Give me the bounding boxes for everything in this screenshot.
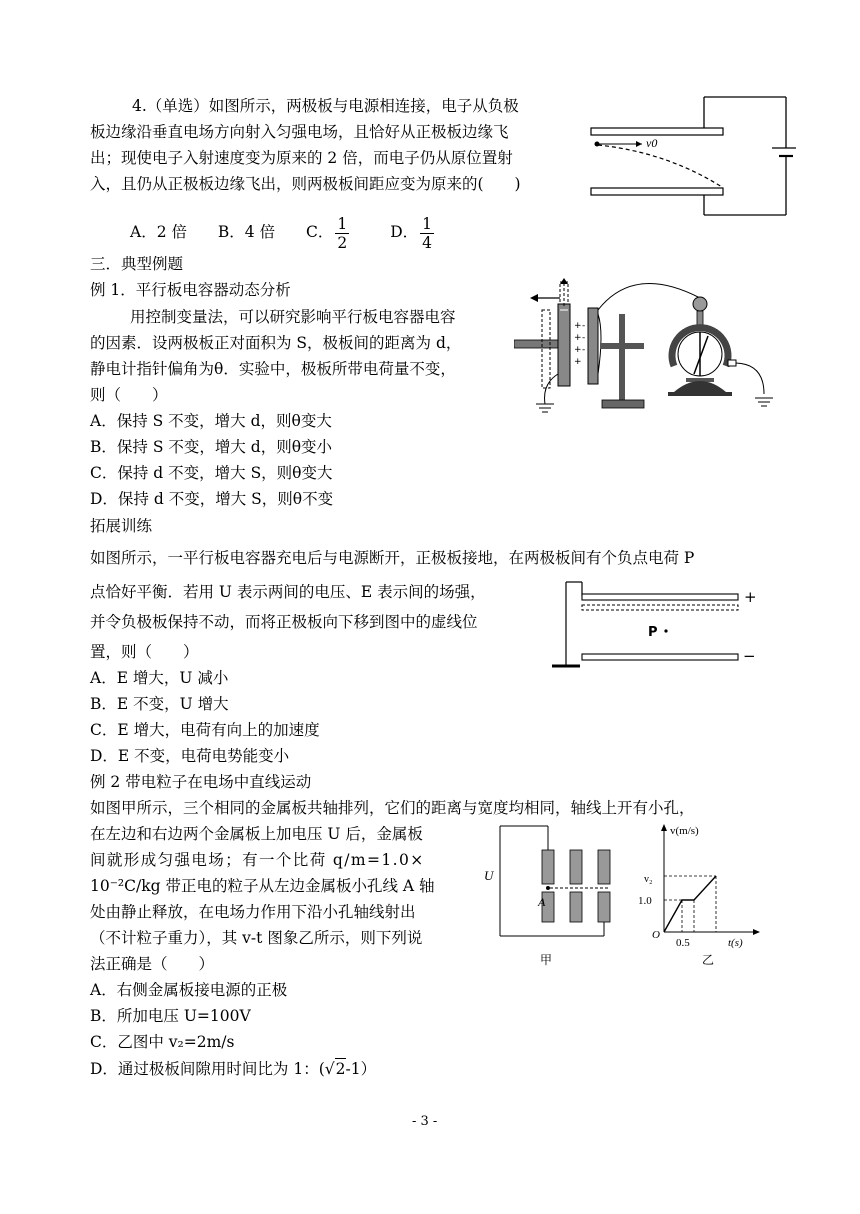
graph-vt-curve: [664, 876, 716, 932]
q4-option-d-label: D．: [390, 223, 419, 241]
extension-option-b: B．E 不变，U 增大: [90, 695, 229, 713]
ex2-line-4: 10⁻²C/kg 带正电的粒子从左边金属板小孔线 A 轴: [90, 877, 435, 895]
svg-text:+: +: [574, 345, 582, 355]
graph-origin-label: O: [652, 929, 660, 941]
q4-plates-figure: [586, 92, 796, 220]
ex1-title: 例 1．平行板电容器动态分析: [90, 281, 291, 299]
ex1-option-c: C．保持 d 不变，增大 S，则θ变大: [90, 464, 333, 482]
extension-capacitor-figure: [540, 578, 766, 674]
ex2-option-b: B．所加电压 U=100V: [90, 1007, 251, 1025]
graph-0.5-label: 0.5: [676, 937, 690, 949]
q4-option-a: A．2 倍: [130, 223, 187, 241]
ex2-option-d-suffix: -1）: [345, 1060, 377, 1078]
extension-line-2: 点恰好平衡．若用 U 表示两间的电压、E 表示间的场强，: [90, 583, 486, 601]
ex1-capacitor-figure: [514, 274, 780, 424]
ex2-title: 例 2 带电粒子在电场中直线运动: [90, 773, 312, 791]
extension-charge-point: [664, 629, 667, 632]
q4-options: [130, 212, 436, 252]
ex1-option-b: B．保持 S 不变，增大 d，则θ变小: [90, 438, 333, 456]
page-number: - 3 -: [412, 1114, 438, 1129]
svg-text:+: +: [574, 321, 582, 331]
graph-t-axis-label: t(s): [728, 937, 743, 949]
q4-option-c-numerator: 1: [337, 214, 348, 233]
q4-option-d-denominator: 4: [422, 233, 433, 252]
extension-plus-label: +: [744, 588, 757, 606]
ex2-line-3: 间就形成匀强电场；有一个比荷 q/m=1.0×: [90, 851, 425, 869]
q4-option-d-numerator: 1: [422, 214, 433, 233]
ex2-figure-jia: [480, 820, 620, 968]
ex2-figure-yi-vt-graph: [634, 820, 766, 968]
ex2-option-d-radicand: 2: [335, 1060, 346, 1078]
extension-line-1: 如图所示，一平行板电容器充电后与电源断开，正极板接地，在两极板间有个负点电荷 P: [90, 549, 695, 567]
svg-text:-: -: [582, 333, 586, 343]
ex2-option-c: C．乙图中 v₂=2m/s: [90, 1033, 235, 1051]
extension-title: 拓展训练: [90, 517, 153, 535]
graph-1.0-label: 1.0: [638, 895, 652, 907]
q4-line-2: 板边缘沿垂直电场方向射入匀强电场，且恰好从正极板边缘飞: [90, 123, 509, 141]
ex1-line-3: 静电计指针偏角为θ．实验中，极板所带电荷量不变，: [90, 360, 456, 378]
svg-text:-: -: [582, 345, 586, 355]
ex2-line-6: （不计粒子重力），其 v-t 图象乙所示，则下列说: [90, 929, 423, 947]
q4-v0-label: v0: [646, 136, 658, 150]
q4-option-d-fraction: [420, 215, 434, 252]
ex2-line-7: 法正确是（ ）: [90, 955, 215, 973]
q4-option-d: [390, 212, 436, 252]
svg-text:+: +: [574, 333, 582, 343]
q4-line-4: 入，且仍从正极板边缘飞出，则两极板间距应变为原来的( ): [90, 175, 521, 193]
extension-charge-p-label: P: [648, 625, 658, 640]
extension-option-a: A．E 增大，U 减小: [90, 669, 229, 687]
ex2-figure-jia-caption: 甲: [540, 953, 553, 967]
ex2-figure-yi-caption: 乙: [702, 953, 715, 967]
ex2-line-5: 处由静止释放，在电场力作用下沿小孔轴线射出: [90, 903, 416, 921]
extension-line-4: 置，则（ ）: [90, 643, 199, 661]
q4-option-c-denominator: 2: [337, 233, 348, 252]
graph-v-axis-label: v(m/s): [670, 825, 699, 837]
q4-option-c: [306, 212, 351, 252]
q4-option-c-label: C．: [306, 223, 334, 241]
ex2-voltage-label: U: [484, 868, 494, 883]
q4-option-c-fraction: [335, 215, 349, 252]
ex2-option-d: [90, 1058, 376, 1079]
ex2-point-a-label: A: [538, 895, 546, 909]
extension-option-c: C．E 增大，电荷有向上的加速度: [90, 721, 320, 739]
ex1-option-d: D．保持 d 不变，增大 S，则θ不变: [90, 490, 334, 508]
ex2-line-1: 如图甲所示，三个相同的金属板共轴排列，它们的距离与宽度均相同，轴线上开有小孔，: [90, 799, 695, 817]
q4-line-1: 4.（单选）如图所示，两极板与电源相连接，电子从负极: [132, 97, 519, 115]
graph-v2-label: v₂: [644, 874, 653, 885]
svg-text:+: +: [574, 357, 582, 367]
ex1-line-1: 用控制变量法，可以研究影响平行板电容器电容: [130, 308, 456, 326]
q4-option-b: B．4 倍: [217, 223, 276, 241]
extension-line-3: 并令负极板保持不动，而将正极板向下移到图中的虚线位: [90, 613, 478, 631]
ex2-line-2: 在左边和右边两个金属板上加电压 U 后，金属板: [90, 825, 423, 843]
ex1-line-2: 的因素．设两极板正对面积为 S，极板间的距离为 d，: [90, 334, 462, 352]
ex1-option-a: A．保持 S 不变，增大 d，则θ变大: [90, 412, 332, 430]
ex2-option-d-text: D．通过极板间隙用时间比为 1：(: [90, 1060, 325, 1078]
extension-minus-label: −: [743, 647, 756, 665]
extension-option-d: D．E 不变，电荷电势能变小: [90, 747, 290, 765]
q4-line-3: 出；现使电子入射速度变为原来的 2 倍，而电子仍从原位置射: [90, 149, 513, 167]
sqrt-sign-icon: √: [324, 1060, 335, 1078]
svg-text:-: -: [582, 321, 586, 331]
section-title: 三．典型例题: [90, 255, 184, 273]
ex2-option-a: A．右侧金属板接电源的正极: [90, 981, 288, 999]
ex1-line-4: 则（ ）: [90, 386, 168, 404]
